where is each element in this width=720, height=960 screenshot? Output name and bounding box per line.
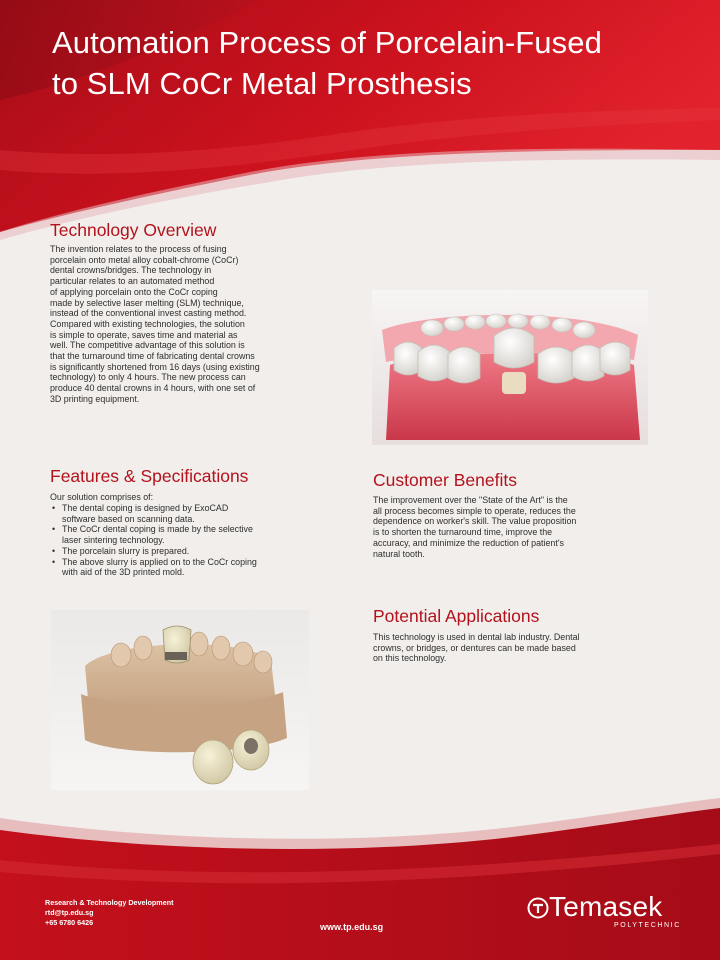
bullet-line: software based on scanning data. (62, 513, 195, 524)
technology-overview-text (50, 244, 340, 405)
overview-line: dental crowns/bridges. The technology in (50, 265, 212, 276)
overview-line: 3D printing equipment. (50, 393, 140, 404)
bullet-line: laser sintering technology. (62, 535, 165, 546)
benefits-line: is to shorten the turnaround time, improve the (373, 527, 553, 538)
footer-phone: +65 6780 6426 (45, 918, 94, 927)
dental-crown-illustration (372, 290, 648, 445)
overview-line: instead of the conventional invest casting method. (50, 308, 247, 319)
benefits-line: all process becomes simple to operate, reduces the (373, 505, 576, 516)
applications-line: This technology is used in dental lab industry. Dental (373, 632, 580, 642)
logo-name: Temasek (549, 891, 663, 922)
benefits-line: The improvement over the "State of the Art" is the (373, 495, 568, 505)
list-item (50, 557, 340, 578)
title-line-2: to SLM CoCr Metal Prosthesis (52, 66, 472, 101)
list-item (50, 524, 340, 545)
overview-line: The invention relates to the process of fusing (50, 244, 227, 254)
overview-line: Compared with existing technologies, the solution (50, 318, 245, 329)
footer-department: Research & Technology Development (45, 898, 174, 907)
overview-line: well. The competitive advantage of this solution is (50, 340, 245, 351)
features-list (50, 503, 340, 578)
dental-model-photo (51, 610, 309, 790)
customer-benefits-text (373, 495, 663, 559)
tp-crest-icon (527, 897, 549, 919)
list-item (50, 546, 340, 557)
benefits-line: dependence on worker's skill. The value proposition (373, 516, 577, 527)
footer-email[interactable]: rtd@tp.edu.sg (45, 908, 94, 917)
technology-overview-heading: Technology Overview (50, 220, 217, 240)
title-line-1: Automation Process of Porcelain-Fused (52, 25, 602, 60)
logo-subtitle: POLYTECHNIC (614, 922, 681, 929)
benefits-line: natural tooth. (373, 548, 425, 559)
customer-benefits-heading: Customer Benefits (373, 470, 517, 490)
benefits-line: accuracy, and minimize the reduction of patient's (373, 537, 564, 548)
overview-line: is significantly shortened from 16 days (using existing (50, 361, 260, 372)
overview-line: made by selective laser melting (SLM) technique, (50, 297, 244, 308)
potential-applications-text (373, 632, 663, 664)
footer-website-link[interactable]: www.tp.edu.sg (320, 922, 384, 932)
bullet-line: with aid of the 3D printed mold. (62, 567, 185, 578)
overview-line: particular relates to an automated method (50, 276, 215, 287)
potential-applications-heading: Potential Applications (373, 606, 540, 626)
list-item (50, 503, 340, 524)
overview-line: produce 40 dental crowns in 4 hours, with one set of (50, 383, 256, 394)
bullet-line: The porcelain slurry is prepared. (62, 545, 190, 556)
footer-contact (45, 898, 173, 928)
temasek-polytechnic-logo (527, 893, 687, 933)
overview-line: is simple to operate, saves time and material as (50, 329, 238, 340)
applications-line: crowns, or bridges, or dentures can be made based (373, 642, 576, 653)
overview-line: that the turnaround time of fabricating dental crowns (50, 351, 255, 362)
overview-line: porcelain onto metal alloy cobalt-chrome (CoCr) (50, 254, 239, 265)
footer-banner (0, 790, 720, 960)
overview-line: of applying porcelain onto the CoCr coping (50, 286, 218, 297)
overview-line: technology) to only 4 hours. The new process can (50, 372, 246, 383)
bullet-line: The dental coping is designed by ExoCAD (62, 503, 229, 513)
poster-title (52, 22, 702, 104)
bullet-line: The above slurry is applied on to the CoCr coping (62, 556, 257, 567)
features-heading: Features & Specifications (50, 466, 249, 486)
features-intro: Our solution comprises of: (50, 492, 154, 502)
bullet-line: The CoCr dental coping is made by the selective (62, 524, 253, 535)
applications-line: on this technology. (373, 653, 447, 664)
